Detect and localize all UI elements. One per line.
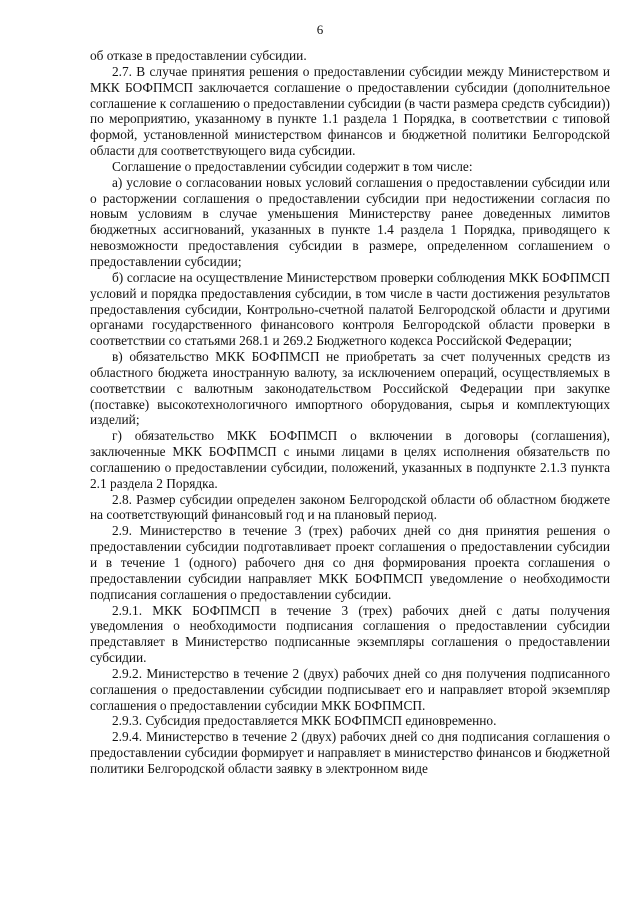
paragraph-item-v: в) обязательство МКК БОФПМСП не приобретать за счет полученных средств из областного бюджета иностранную валюту, за исключением операций, осуществляемых в соответствии с валютным законодательством Российской Федерации при закупке (поставке) высокотехнологичного импортного оборудования, сырья и комплектующих изделий; bbox=[90, 349, 610, 428]
page-number: 6 bbox=[316, 22, 324, 37]
paragraph-continuation: об отказе в предоставлении субсидии. bbox=[90, 48, 307, 63]
paragraph-2-9-2: 2.9.2. Министерство в течение 2 (двух) рабочих дней со дня получения подписанного соглашения о предоставлении субсидии подписывает его и направляет второй экземпляр соглашения о предоставлении субсидии МКК БОФПМСП. bbox=[90, 665, 610, 713]
paragraph-2-9-4: 2.9.4. Министерство в течение 2 (двух) рабочих дней со дня подписания соглашения о предоставлении субсидии формирует и направляет в министерство финансов и бюджетной политики Белгородской области заявку в электронном виде bbox=[90, 729, 610, 776]
paragraph-2-9: 2.9. Министерство в течение 3 (трех) рабочих дней со дня принятия решения о предоставлении субсидии подготавливает проект соглашения о предоставлении субсидии и в течение 1 (одного) рабочего дня со дня формирования проекта соглашения о предоставлении субсидии направляет МКК БОФПМСП уведомление о необходимости подписания соглашения о предоставлении субсидии. bbox=[90, 523, 610, 602]
paragraph-2-8: 2.8. Размер субсидии определен законом Белгородской области об областном бюджете на соответствующий финансовый год и на плановый период. bbox=[90, 491, 610, 523]
paragraph-2-9-3: 2.9.3. Субсидия предоставляется МКК БОФПМСП единовременно. bbox=[112, 713, 497, 729]
document-body bbox=[90, 48, 610, 777]
paragraph-item-g: г) обязательство МКК БОФПМСП о включении в договоры (соглашения), заключенные МКК БОФПМСП с иными лицами в целях исполнения обязательств по соглашению о предоставлении субсидии, положений, указанных в подпункте 2.1.3 пункта 2.1 раздела 2 Порядка. bbox=[90, 428, 610, 491]
paragraph-agreement-intro: Соглашение о предоставлении субсидии содержит в том числе: bbox=[112, 158, 473, 174]
paragraph-2-7: 2.7. В случае принятия решения о предоставлении субсидии между Министерством и МКК БОФПМСП заключается соглашение о предоставлении субсидии (дополнительное соглашение к соглашению о предоставлении субсидии (в части размера средств субсидии)) по мероприятию, указанному в пункте 1.1 раздела 1 Порядка, в соответствии с типовой формой, установленной министерством финансов и бюджетной политики Белгородской области для соответствующего вида субсидии. bbox=[90, 63, 610, 159]
paragraph-item-b: б) согласие на осуществление Министерством проверки соблюдения МКК БОФПМСП условий и порядка предоставления субсидии, в том числе в части достижения результатов предоставления субсидии, Контрольно-счетной палатой Белгородской области и другими органами государственного финансового контроля Белгородской области проверки в соответствии со статьями 268.1 и 269.2 Бюджетного кодекса Российской Федерации; bbox=[90, 269, 610, 349]
paragraph-item-a: а) условие о согласовании новых условий соглашения о предоставлении субсидии или о расторжении соглашения о предоставлении субсидии при недостижении согласия по новым условиям в случае уменьшения Министерству ранее доведенных лимитов бюджетных ассигнований, указанных в пункте 1.4 раздела 1 Порядка, приводящего к невозможности предоставления субсидии в размере, определенном соглашением о предоставлении субсидии; bbox=[90, 174, 610, 269]
paragraph-2-9-1: 2.9.1. МКК БОФПМСП в течение 3 (трех) рабочих дней с даты получения уведомления о необходимости подписания соглашения о предоставлении субсидии представляет в Министерство подписанные экземпляры соглашения о предоставлении субсидии. bbox=[90, 602, 610, 666]
